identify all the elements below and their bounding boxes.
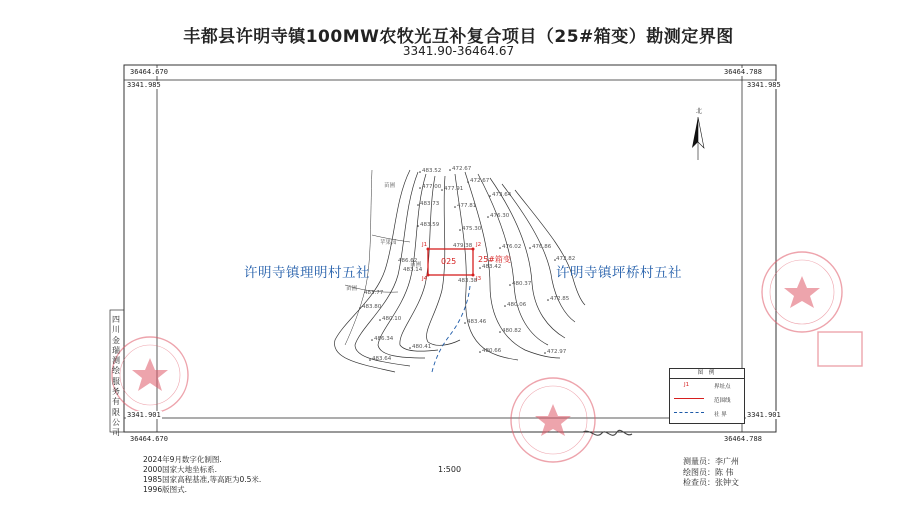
elevation-label: 483.59: [420, 222, 440, 228]
elevation-label: 480.06: [507, 302, 527, 308]
elevation-label: 480.82: [502, 328, 522, 334]
elevation-label: 483.14: [403, 267, 423, 273]
legend-label: 范围线: [714, 398, 731, 404]
surveyor-name: 李广州: [715, 457, 739, 466]
elevation-label: 479.38: [453, 243, 473, 249]
elevation-label: 483.42: [482, 264, 502, 270]
elevation-label: 472.85: [550, 296, 570, 302]
elevation-label: 483.77: [364, 290, 384, 296]
elevation-label: 476.86: [532, 244, 552, 250]
place-label: 苗圃: [346, 286, 358, 292]
point-j2: J2: [476, 242, 482, 248]
north-arrow-icon: [692, 117, 704, 160]
legend-item-range-line: [670, 393, 744, 407]
elevation-label: 472.67: [470, 178, 490, 184]
legend-label: 社 界: [714, 412, 727, 418]
drafter-label: 绘图员：: [683, 467, 715, 477]
range-line-icon: [674, 398, 704, 399]
signature: [583, 430, 632, 435]
elevation-label: 476.30: [490, 213, 510, 219]
map-legend: [669, 368, 745, 424]
elevation-label: 472.67: [452, 166, 472, 172]
credits: [683, 457, 739, 489]
north-label: 北: [696, 108, 703, 115]
note-elevation-datum: 1985国家高程基准,等高距为0.5米.: [143, 475, 262, 484]
parcel-code: 025: [441, 257, 457, 266]
elevation-label: 480.37: [512, 281, 532, 287]
surveyor-label: 测量员：: [683, 457, 715, 466]
legend-label: 界址点: [714, 384, 731, 390]
place-label: 苗圃: [410, 262, 422, 268]
legend-title: 图 例: [670, 369, 744, 379]
elevation-label: 472.97: [547, 349, 567, 355]
point-j1: J1: [422, 242, 428, 248]
note-coordinate-system: 2000国家大地坐标系.: [143, 465, 217, 474]
elevation-label: 483.38: [458, 278, 478, 284]
elevation-label: 473.64: [492, 192, 512, 198]
elevation-label: 472.82: [556, 256, 576, 262]
place-label: 苹果园: [380, 240, 397, 246]
drafter-name: 陈 伟: [715, 467, 734, 477]
contour-lines: [335, 170, 585, 372]
corner-top-right-y: 3341.985: [747, 81, 781, 89]
elevation-label: 483.64: [372, 356, 392, 362]
elevation-points: [359, 169, 556, 361]
elevation-label: 483.80: [362, 304, 382, 310]
map-scale: 1:500: [438, 465, 462, 474]
map-title: 丰都县许明寺镇100MW农牧光互补复合项目（25#箱变）勘测定界图: [183, 27, 734, 47]
boundary-point-icon: J1: [684, 382, 690, 388]
corner-top-right-x: 36464.788: [724, 68, 762, 76]
checker-label: 检查员：: [683, 478, 715, 487]
point-j4: J4: [422, 276, 428, 282]
village-left-label: 许明寺镇理明村五社: [244, 265, 370, 281]
village-line-icon: [674, 412, 704, 413]
corner-bottom-left-x: 36464.670: [130, 435, 168, 443]
elevation-label: 483.52: [422, 168, 442, 174]
legend-item-boundary-point: [670, 379, 744, 393]
elevation-label: 486.62: [398, 258, 418, 264]
elevation-label: 480.10: [382, 316, 402, 322]
corner-bottom-right-x: 36464.788: [724, 435, 762, 443]
elevation-label: 483.46: [467, 319, 487, 325]
place-label: 苗圃: [384, 183, 396, 189]
corner-top-left-y: 3341.985: [127, 81, 161, 89]
checker-name: 张钟文: [715, 478, 739, 487]
corner-bottom-right-y: 3341.901: [747, 411, 781, 419]
elevation-label: 486.34: [374, 336, 394, 342]
elevation-label: 476.02: [502, 244, 522, 250]
elevation-label: 477.00: [422, 184, 442, 190]
note-date: 2024年9月数字化制图.: [143, 455, 222, 464]
surveyor-company: 四 川 金 瑞 测 绘 服 务 有 限 公 司: [112, 315, 120, 438]
company-seals: [112, 252, 862, 462]
map-notes: [143, 455, 261, 495]
elevation-label: 483.73: [420, 201, 440, 207]
elevation-label: 480.66: [482, 348, 502, 354]
point-j3: J3: [476, 276, 482, 282]
sheet-number: 3341.90-36464.67: [402, 44, 515, 58]
elevation-label: 477.91: [444, 186, 464, 192]
elevation-label: 477.81: [457, 203, 477, 209]
elevation-label: 475.30: [462, 226, 482, 232]
parcel-name: 25#箱变: [478, 255, 511, 264]
corner-bottom-left-y: 3341.901: [127, 411, 161, 419]
village-right-label: 许明寺镇坪桥村五社: [556, 265, 682, 281]
note-legend-version: 1996版图式.: [143, 485, 187, 494]
elevation-label: 480.41: [412, 344, 432, 350]
corner-top-left-x: 36464.670: [130, 68, 168, 76]
legend-item-village-line: [670, 407, 744, 421]
village-boundary: [432, 286, 470, 372]
